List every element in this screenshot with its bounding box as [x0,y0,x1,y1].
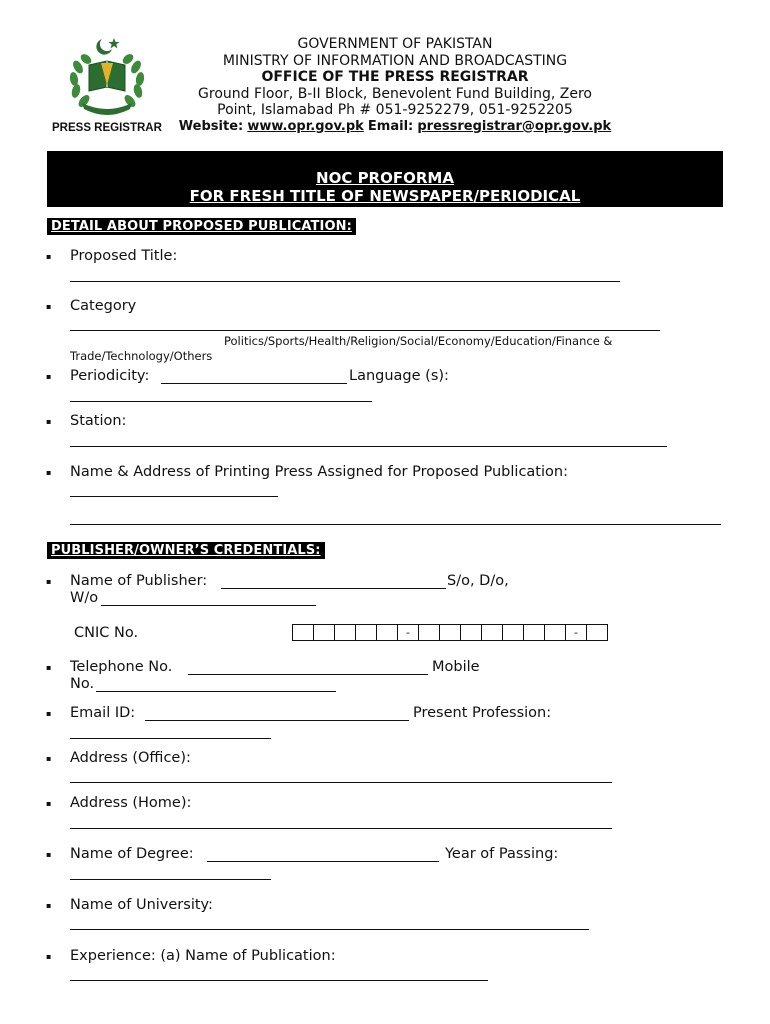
mobile-label: Mobile [432,659,480,675]
printing-press-field[interactable] [70,496,278,497]
station-label: Station: [70,413,127,429]
relation-field[interactable] [101,605,316,606]
cnic-digit-box[interactable] [334,624,356,641]
website-label: Website: [178,118,244,134]
publisher-name-field[interactable] [221,588,446,589]
cnic-digit-box[interactable] [355,624,377,641]
cnic-digit-box[interactable] [292,624,314,641]
bullet: ▪ [46,754,52,763]
category-field[interactable] [70,330,660,331]
section-heading-publication: DETAIL ABOUT PROPOSED PUBLICATION: [47,218,356,235]
university-field[interactable] [70,929,589,930]
bullet: ▪ [46,952,52,961]
degree-label: Name of Degree: [70,846,194,862]
experience-label: Experience: (a) Name of Publication: [70,948,336,964]
cnic-digit-box[interactable] [460,624,482,641]
bullet: ▪ [46,372,52,381]
header-line-ministry: MINISTRY OF INFORMATION AND BROADCASTING [222,52,568,69]
printing-press-label: Name & Address of Printing Press Assigned for Proposed Publication: [70,464,568,480]
header-line-office: OFFICE OF THE PRESS REGISTRAR [261,69,529,85]
title-line-2: FOR FRESH TITLE OF NEWSPAPER/PERIODICAL [189,187,581,205]
language-label: Language (s): [349,368,449,384]
cnic-label: CNIC No. [74,625,139,641]
mobile-field[interactable] [96,691,336,692]
cnic-digit-box[interactable] [481,624,503,641]
email-link[interactable]: pressregistrar@opr.gov.pk [417,118,612,134]
bullet: ▪ [46,252,52,261]
header-line-government: GOVERNMENT OF PAKISTAN [297,36,493,52]
email-id-field[interactable] [145,720,409,721]
bullet: ▪ [46,417,52,426]
proposed-title-label: Proposed Title: [70,248,178,264]
relation-label: S/o, D/o, [447,573,509,589]
cnic-digit-box[interactable] [418,624,440,641]
bullet: ▪ [46,663,52,672]
bullet: ▪ [46,577,52,586]
university-label: Name of University: [70,897,213,913]
periodicity-field[interactable] [161,383,347,384]
cnic-digit-box[interactable] [586,624,608,641]
cnic-digit-box[interactable]: - [397,624,419,641]
mobile-no-label: No. [70,676,95,692]
publisher-name-label: Name of Publisher: [70,573,208,589]
bullet: ▪ [46,302,52,311]
category-options-line-2: Trade/Technology/Others [70,349,213,363]
header-line-address-2: Point, Islamabad Ph # 051-9252279, 051-9252205 [217,102,573,118]
address-home-field[interactable] [70,828,612,829]
cnic-digit-box[interactable] [544,624,566,641]
bullet: ▪ [46,709,52,718]
degree-field[interactable] [207,861,439,862]
cnic-input-boxes[interactable] [293,624,608,641]
category-label: Category [70,298,137,314]
header-contact-line [150,119,640,136]
periodicity-label: Periodicity: [70,368,150,384]
press-registrar-emblem-icon [64,35,150,121]
category-options-line-1: Politics/Sports/Health/Religion/Social/Economy/Education/Finance & [224,334,613,348]
cnic-digit-box[interactable] [439,624,461,641]
year-passing-field[interactable] [70,879,271,880]
logo-caption: PRESS REGISTRAR [52,122,162,134]
language-field[interactable] [70,401,372,402]
experience-field[interactable] [70,980,488,981]
proposed-title-field[interactable] [70,281,620,282]
section-heading-publisher: PUBLISHER/OWNER’S CREDENTIALS: [47,542,325,559]
cnic-digit-box[interactable] [313,624,335,641]
cnic-digit-box[interactable]: - [565,624,587,641]
title-line-1: NOC PROFORMA [316,169,454,187]
profession-label: Present Profession: [413,705,552,721]
address-home-label: Address (Home): [70,795,192,811]
wo-label: W/o [70,590,99,606]
email-label: Email: [367,118,414,134]
cnic-digit-box[interactable] [376,624,398,641]
address-office-label: Address (Office): [70,750,191,766]
bullet: ▪ [46,850,52,859]
station-field[interactable] [70,446,667,447]
title-bar [47,151,723,207]
bullet: ▪ [46,799,52,808]
document-header [150,36,640,135]
cnic-digit-box[interactable] [523,624,545,641]
website-link[interactable]: www.opr.gov.pk [247,118,364,134]
telephone-label: Telephone No. [70,659,173,675]
profession-field[interactable] [70,738,271,739]
cnic-digit-box[interactable] [502,624,524,641]
bullet: ▪ [46,901,52,910]
year-passing-label: Year of Passing: [445,846,559,862]
email-id-label: Email ID: [70,705,136,721]
bullet: ▪ [46,468,52,477]
address-office-field[interactable] [70,782,612,783]
printing-press-field-2[interactable] [70,524,721,525]
header-line-address-1: Ground Floor, B-II Block, Benevolent Fund Building, Zero [198,85,592,102]
telephone-field[interactable] [188,674,428,675]
